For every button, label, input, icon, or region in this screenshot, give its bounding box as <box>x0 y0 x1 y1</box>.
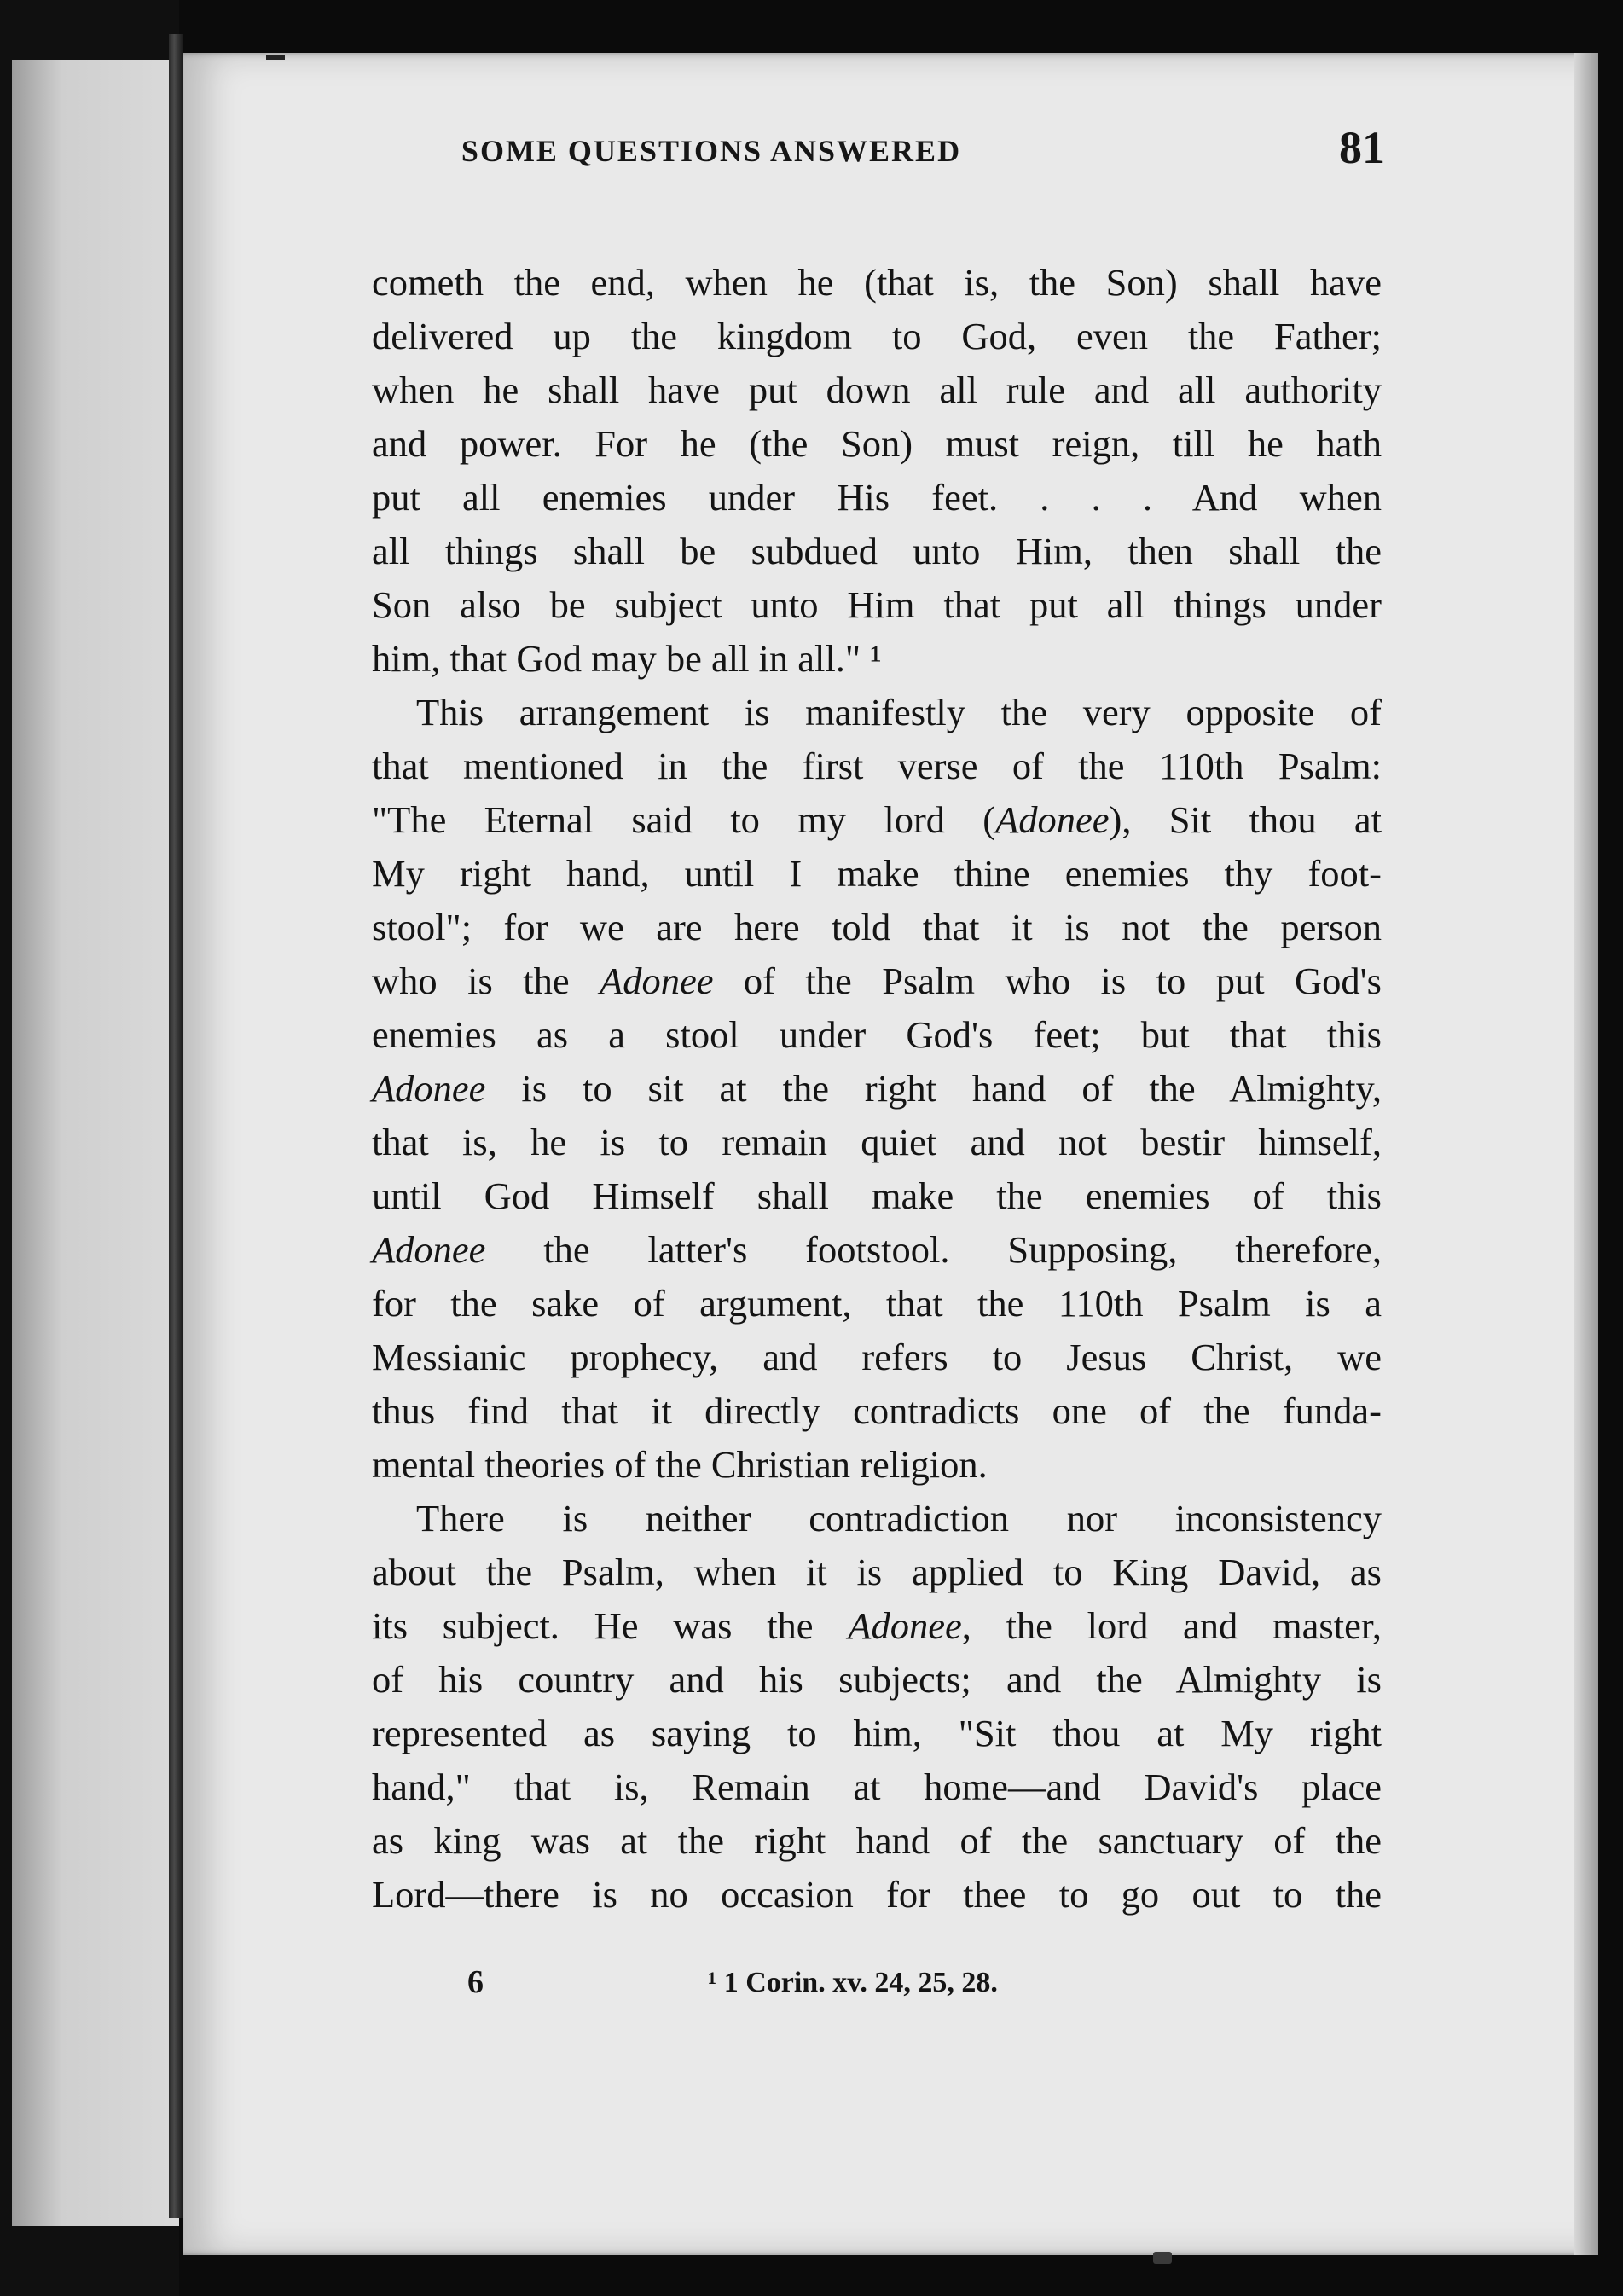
text-line: enemies as a stool under God's feet; but that this <box>372 1013 1382 1056</box>
signature-mark: 6 <box>467 1964 484 2000</box>
text-line: hand," that is, Remain at home—and David's place <box>372 1765 1382 1808</box>
text-line: Lord—there is no occasion for thee to go out to the <box>372 1873 1382 1916</box>
scan-speck <box>1153 2252 1172 2264</box>
footnote: ¹ 1 Corin. xv. 24, 25, 28. <box>708 1967 998 1998</box>
text-line: him, that God may be all in all." ¹ <box>372 637 882 680</box>
text-line: who is the Adonee of the Psalm who is to put God's <box>372 960 1382 1002</box>
text-line: and power. For he (the Son) must reign, till he hath <box>372 422 1382 465</box>
text-line: Adonee the latter's footstool. Supposing, therefore, <box>372 1228 1382 1271</box>
running-title: SOME QUESTIONS ANSWERED <box>461 134 962 168</box>
paragraph-1 <box>372 256 1382 686</box>
text-line: mental theories of the Christian religion. <box>372 1443 988 1486</box>
text-line: Adonee is to sit at the right hand of the Almighty, <box>372 1067 1382 1110</box>
text-line: My right hand, until I make thine enemies thy foot- <box>372 852 1382 895</box>
text-line: about the Psalm, when it is applied to King David, as <box>372 1551 1382 1593</box>
page-footer <box>372 1962 1382 2013</box>
page-number: 81 <box>1339 122 1385 173</box>
running-head <box>430 119 1385 179</box>
page-right-edge <box>1574 53 1598 2255</box>
body-text <box>372 256 1382 1922</box>
text-line: cometh the end, when he (that is, the Son) shall have <box>372 261 1382 304</box>
text-line: stool"; for we are here told that it is not the person <box>372 906 1382 948</box>
text-line: all things shall be subdued unto Him, then shall the <box>372 530 1382 572</box>
text-line: its subject. He was the Adonee, the lord and master, <box>372 1604 1382 1647</box>
text-line: "The Eternal said to my lord (Adonee), Sit thou at <box>372 798 1382 841</box>
text-line: that mentioned in the first verse of the 110th Psalm: <box>372 745 1382 787</box>
paragraph-3 <box>372 1492 1382 1922</box>
paragraph-2 <box>372 686 1382 1492</box>
text-line: until God Himself shall make the enemies of this <box>372 1174 1382 1217</box>
text-line: There is neither contradiction nor inconsistency <box>416 1497 1382 1539</box>
text-line: thus find that it directly contradicts one of the funda- <box>372 1389 1382 1432</box>
print-mark <box>266 55 285 60</box>
text-line: Son also be subject unto Him that put all things under <box>372 583 1382 626</box>
text-line: for the sake of argument, that the 110th Psalm is a <box>372 1282 1382 1325</box>
facing-page-edge <box>12 60 179 2226</box>
text-line: put all enemies under His feet. . . . And when <box>372 476 1382 519</box>
text-line: This arrangement is manifestly the very opposite of <box>416 691 1382 733</box>
text-line: when he shall have put down all rule and all authority <box>372 368 1382 411</box>
text-line: of his country and his subjects; and the Almighty is <box>372 1658 1382 1701</box>
binding-shadow <box>169 34 183 2218</box>
text-line: that is, he is to remain quiet and not bestir himself, <box>372 1121 1382 1163</box>
text-line: represented as saying to him, "Sit thou at My right <box>372 1712 1382 1754</box>
text-line: delivered up the kingdom to God, even the Father; <box>372 315 1382 357</box>
text-line: as king was at the right hand of the sanctuary of the <box>372 1819 1382 1862</box>
text-line: Messianic prophecy, and refers to Jesus Christ, we <box>372 1336 1382 1378</box>
